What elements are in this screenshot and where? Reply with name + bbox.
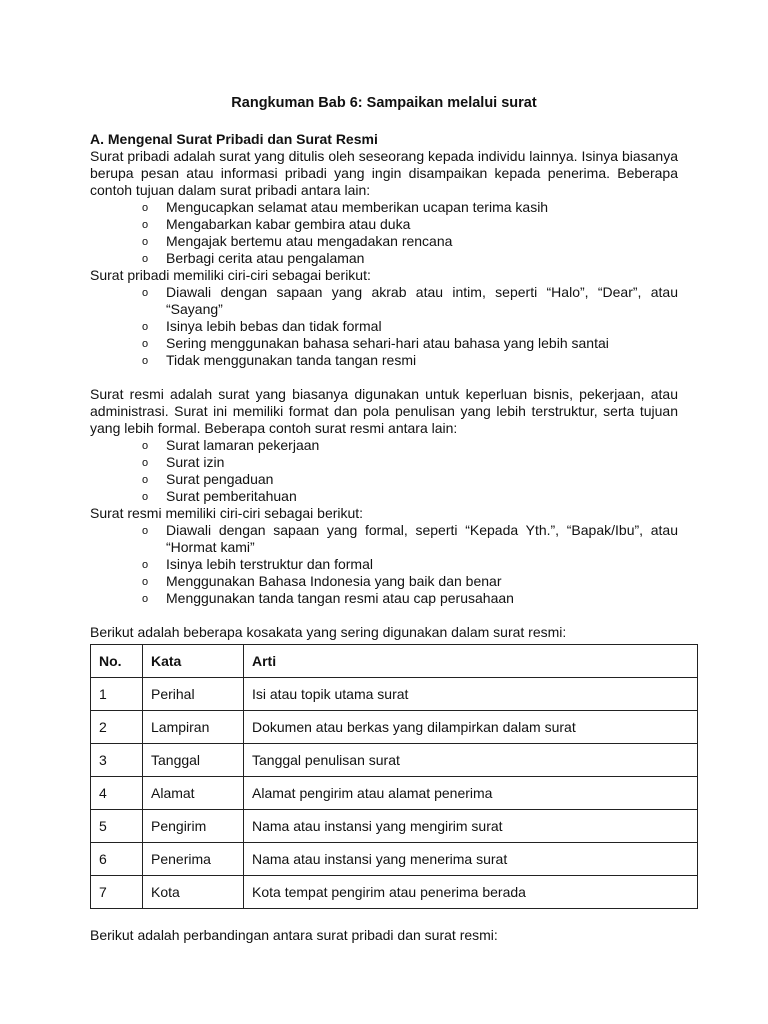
vocab-table-body (91, 678, 698, 909)
list-item-text: Surat izin (166, 454, 225, 470)
cell-kata: Pengirim (143, 810, 244, 843)
bullet-circle-icon: o (142, 474, 149, 486)
cell-kata: Alamat (143, 777, 244, 810)
cell-arti: Tanggal penulisan surat (244, 744, 698, 777)
table-row (91, 843, 698, 876)
header-kata: Kata (143, 645, 244, 678)
list-item-text: Tidak menggunakan tanda tangan resmi (166, 352, 417, 368)
list-item (90, 352, 678, 369)
pribadi-examples-list (90, 199, 678, 267)
list-item (90, 522, 678, 556)
list-item (90, 318, 678, 335)
bullet-circle-icon: o (142, 253, 149, 265)
resmi-traits-list (90, 522, 678, 607)
bullet-circle-icon: o (142, 287, 149, 299)
vocab-table-header-row (91, 645, 698, 678)
cell-no: 1 (91, 678, 143, 711)
list-item-text: Sering menggunakan bahasa sehari-hari atau bahasa yang lebih santai (166, 335, 609, 351)
bullet-circle-icon: o (142, 491, 149, 503)
list-item (90, 471, 678, 488)
pribadi-traits-intro: Surat pribadi memiliki ciri-ciri sebagai berikut: (90, 267, 371, 283)
list-item (90, 335, 678, 352)
cell-arti: Nama atau instansi yang mengirim surat (244, 810, 698, 843)
header-arti: Arti (244, 645, 698, 678)
list-item-text: Surat lamaran pekerjaan (166, 437, 320, 453)
table-row (91, 876, 698, 909)
list-item (90, 488, 678, 505)
list-item (90, 250, 678, 267)
list-item-text: Surat pemberitahuan (166, 488, 297, 504)
list-item-text: Mengabarkan kabar gembira atau duka (166, 216, 411, 232)
vocab-intro: Berikut adalah beberapa kosakata yang sering digunakan dalam surat resmi: (90, 624, 567, 640)
bullet-circle-icon: o (142, 219, 149, 231)
resmi-traits-intro: Surat resmi memiliki ciri-ciri sebagai berikut: (90, 505, 364, 521)
cell-arti: Kota tempat pengirim atau penerima berada (244, 876, 698, 909)
paragraph-gap (90, 369, 678, 386)
bullet-circle-icon: o (142, 593, 149, 605)
section-a-heading: A. Mengenal Surat Pribadi dan Surat Resmi (90, 131, 378, 147)
bullet-circle-icon: o (142, 202, 149, 214)
cell-kata: Penerima (143, 843, 244, 876)
list-item-text: Menggunakan Bahasa Indonesia yang baik dan benar (166, 573, 502, 589)
list-item (90, 233, 678, 250)
cell-arti: Alamat pengirim atau alamat penerima (244, 777, 698, 810)
table-row (91, 777, 698, 810)
cell-arti: Isi atau topik utama surat (244, 678, 698, 711)
comparison-intro: Berikut adalah perbandingan antara surat pribadi dan surat resmi: (90, 927, 498, 943)
cell-arti: Dokumen atau berkas yang dilampirkan dalam surat (244, 711, 698, 744)
cell-no: 5 (91, 810, 143, 843)
bullet-circle-icon: o (142, 457, 149, 469)
resmi-examples-list (90, 437, 678, 505)
list-item-text: Mengajak bertemu atau mengadakan rencana (166, 233, 453, 249)
list-item-text: Menggunakan tanda tangan resmi atau cap perusahaan (166, 590, 514, 606)
list-item-text: Diawali dengan sapaan yang formal, seperti “Kepada Yth.”, “Bapak/Ibu”, atau “Hormat kami” (166, 522, 678, 555)
table-row (91, 810, 698, 843)
bullet-circle-icon: o (142, 559, 149, 571)
bullet-circle-icon: o (142, 338, 149, 350)
bullet-circle-icon: o (142, 440, 149, 452)
list-item-text: Isinya lebih terstruktur dan formal (166, 556, 373, 572)
list-item (90, 216, 678, 233)
vocab-table (90, 644, 698, 909)
list-item (90, 454, 678, 471)
document-title: Rangkuman Bab 6: Sampaikan melalui surat (231, 95, 537, 111)
cell-no: 4 (91, 777, 143, 810)
list-item (90, 556, 678, 573)
table-row (91, 744, 698, 777)
cell-no: 6 (91, 843, 143, 876)
list-item (90, 437, 678, 454)
bullet-circle-icon: o (142, 355, 149, 367)
header-no: No. (91, 645, 143, 678)
list-item (90, 573, 678, 590)
list-item (90, 284, 678, 318)
cell-kata: Kota (143, 876, 244, 909)
table-row (91, 711, 698, 744)
pribadi-intro-paragraph: Surat pribadi adalah surat yang ditulis oleh seseorang kepada individu lainnya. Isinya biasanya berupa pesan atau informasi pribadi yang ingin disampaikan kepada penerima. Beberapa contoh tujuan dalam surat pribadi antara lain: (90, 148, 678, 198)
list-item-text: Surat pengaduan (166, 471, 274, 487)
bullet-circle-icon: o (142, 525, 149, 537)
list-item-text: Berbagi cerita atau pengalaman (166, 250, 365, 266)
cell-arti: Nama atau instansi yang menerima surat (244, 843, 698, 876)
cell-no: 2 (91, 711, 143, 744)
table-row (91, 678, 698, 711)
cell-kata: Perihal (143, 678, 244, 711)
list-item-text: Mengucapkan selamat atau memberikan ucapan terima kasih (166, 199, 549, 215)
list-item-text: Diawali dengan sapaan yang akrab atau intim, seperti “Halo”, “Dear”, atau “Sayang” (166, 284, 678, 317)
bullet-circle-icon: o (142, 576, 149, 588)
cell-kata: Tanggal (143, 744, 244, 777)
list-item (90, 199, 678, 216)
paragraph-gap (90, 607, 678, 624)
bullet-circle-icon: o (142, 236, 149, 248)
cell-kata: Lampiran (143, 711, 244, 744)
list-item-text: Isinya lebih bebas dan tidak formal (166, 318, 382, 334)
document-content (90, 94, 678, 944)
pribadi-traits-list (90, 284, 678, 369)
list-item (90, 590, 678, 607)
bullet-circle-icon: o (142, 321, 149, 333)
cell-no: 3 (91, 744, 143, 777)
cell-no: 7 (91, 876, 143, 909)
resmi-intro-paragraph: Surat resmi adalah surat yang biasanya digunakan untuk keperluan bisnis, pekerjaan, atau administrasi. Surat ini memiliki format dan pola penulisan yang lebih terstruktur, serta tujuan yang lebih formal. Beberapa contoh surat resmi antara lain: (90, 386, 678, 436)
